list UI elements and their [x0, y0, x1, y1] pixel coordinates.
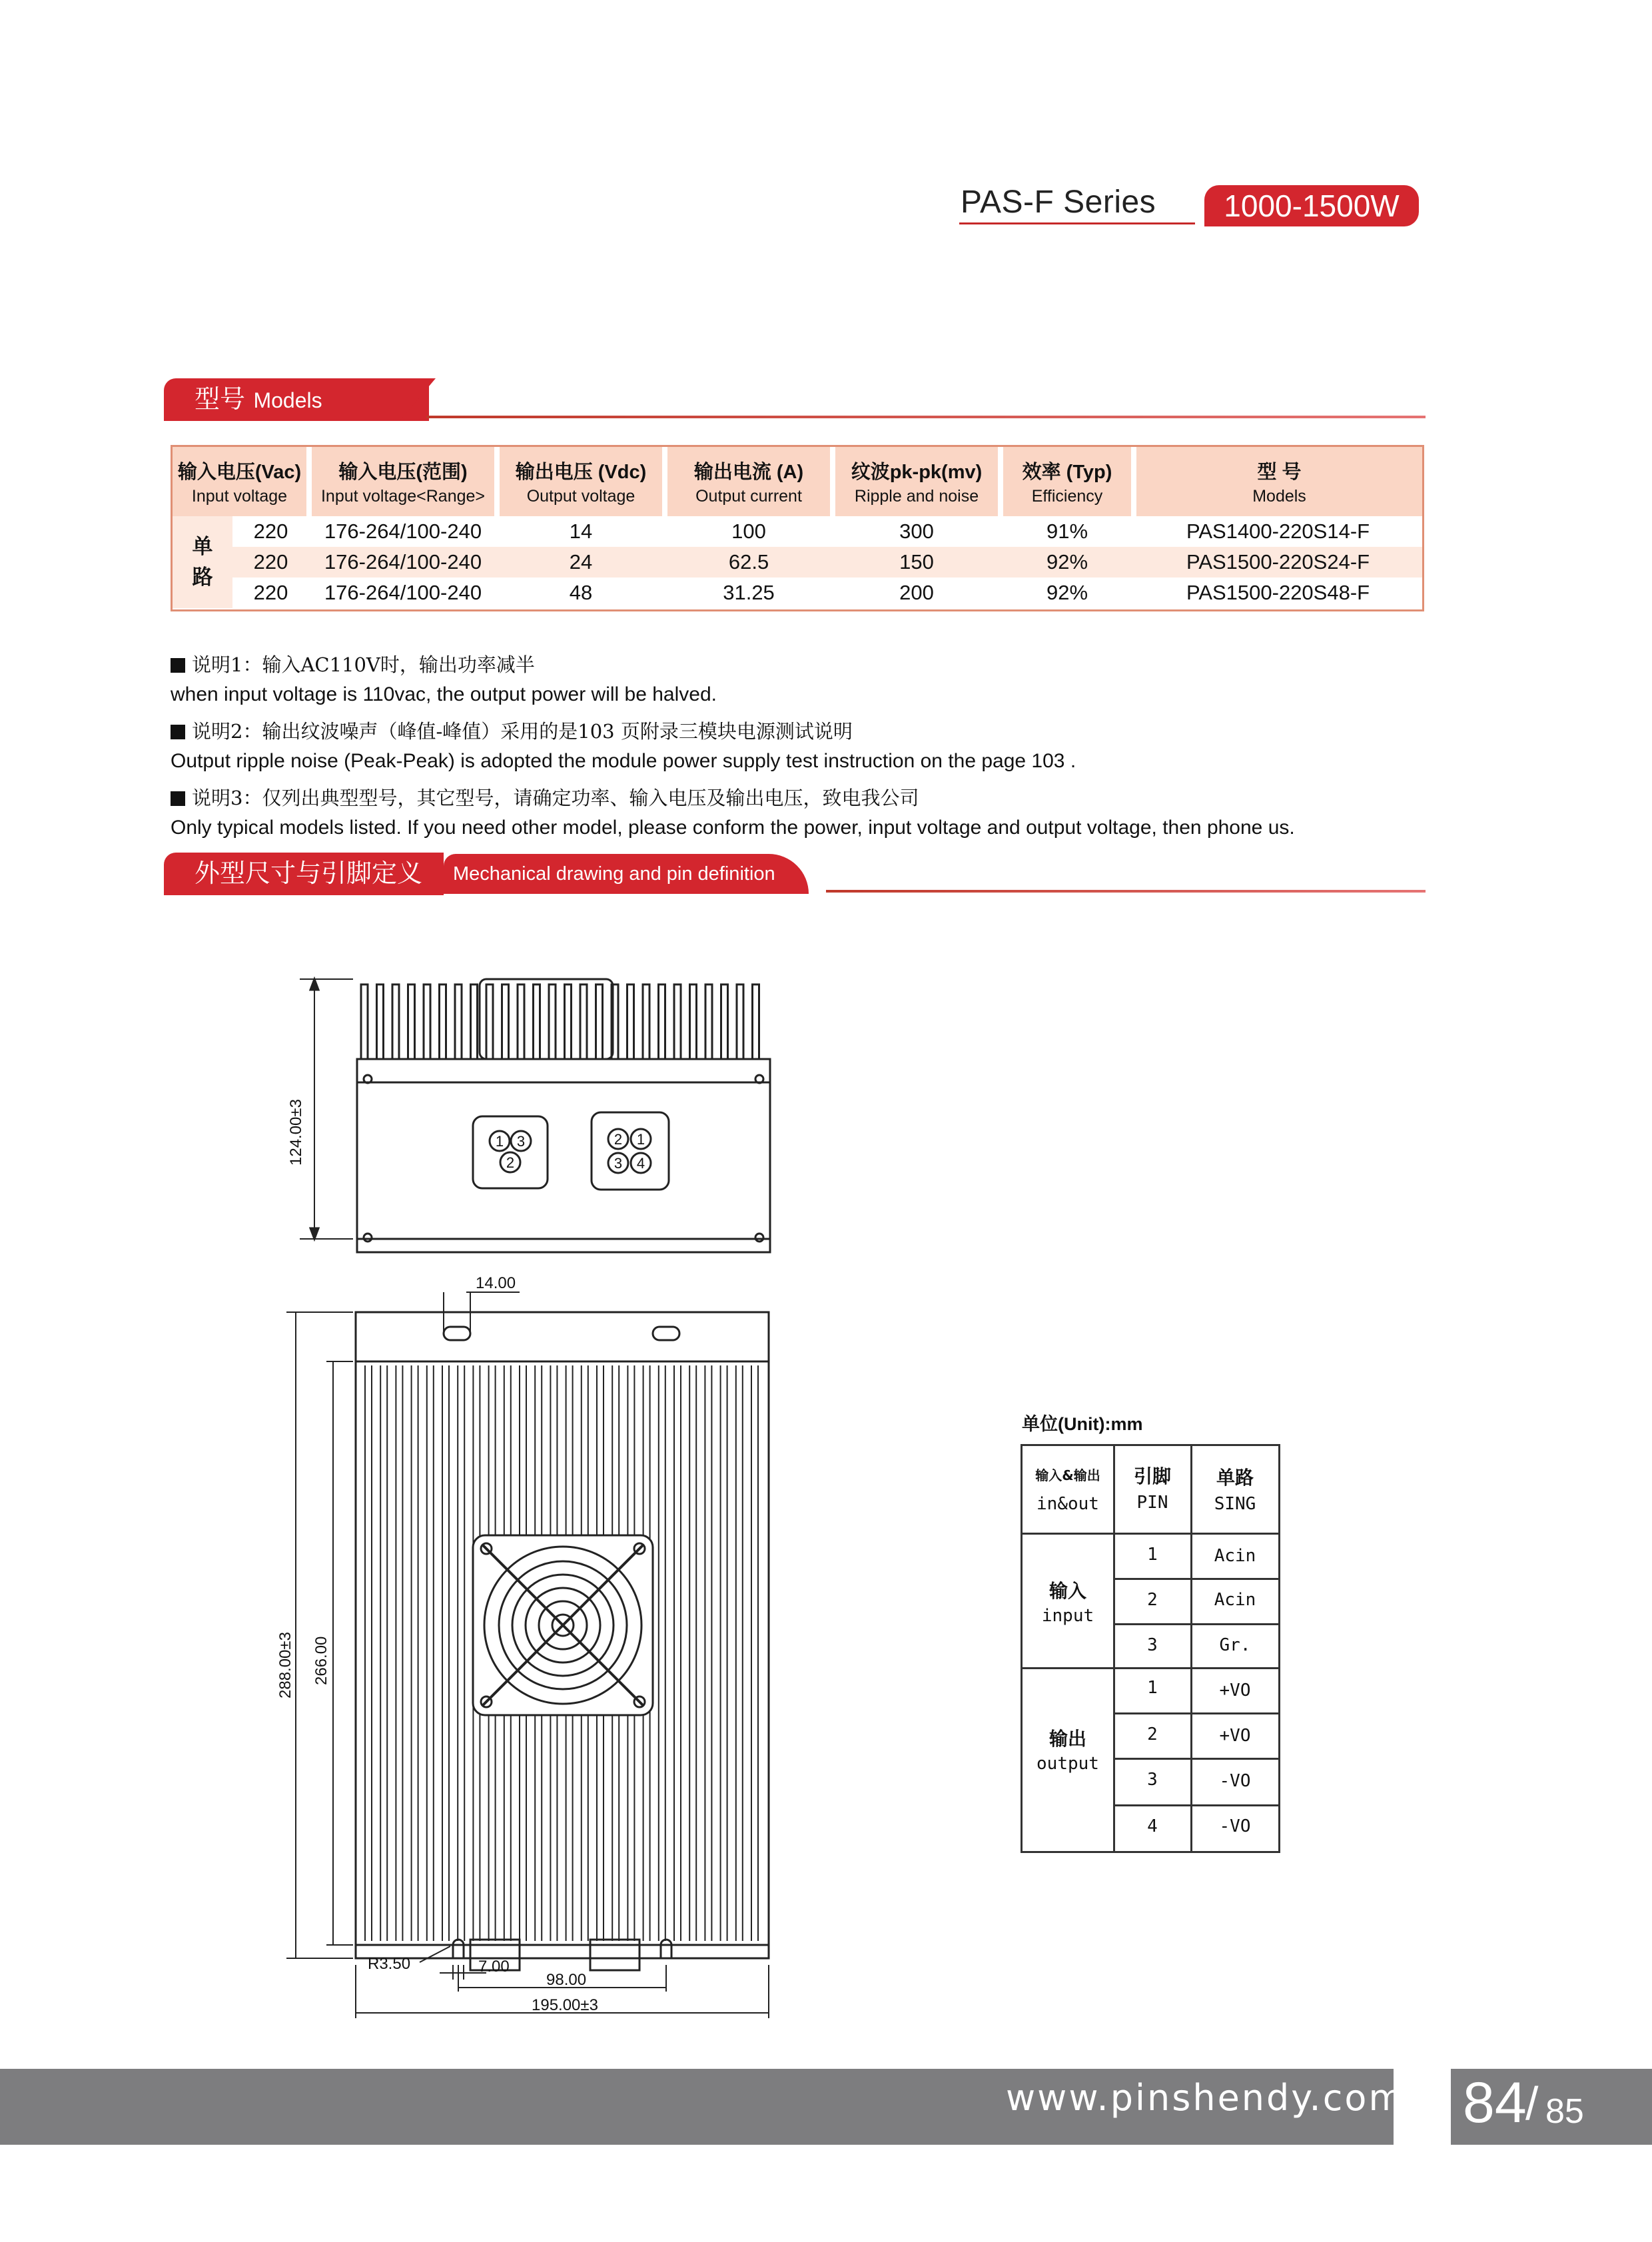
fin	[565, 984, 572, 1059]
mechanical-section-tab: 外型尺寸与引脚定义	[164, 853, 444, 895]
power-range-badge: 1000-1500W	[1204, 185, 1419, 226]
overall-length-dimension-label: 288.00±3	[276, 1632, 294, 1698]
fin	[377, 984, 384, 1059]
pin-number: 1	[1147, 1545, 1158, 1565]
pin-label: 2	[506, 1154, 515, 1171]
cell-vout: 14	[497, 516, 665, 547]
header-sing-cn: 单路	[1216, 1467, 1254, 1489]
pin-number: 2	[1147, 1590, 1158, 1610]
fin	[705, 984, 712, 1059]
header-pin-en: PIN	[1136, 1493, 1168, 1513]
table-divider	[1023, 1667, 1278, 1669]
overall-width-dimension-label: 195.00±3	[532, 1996, 598, 2014]
fin	[455, 984, 462, 1059]
pin-signal: -VO	[1219, 1771, 1251, 1791]
models-section-rule	[426, 416, 1426, 418]
bullet-square-icon	[171, 658, 185, 673]
header-sing-en: SING	[1214, 1494, 1256, 1514]
group-input-en: input	[1041, 1606, 1094, 1626]
pin-signal: Acin	[1214, 1546, 1256, 1566]
models-section-title-en: Models	[253, 388, 322, 412]
cell-ripple: 300	[833, 516, 1001, 547]
note-3-cn: 说明3：仅列出典型型号，其它型号，请确定功率、输入电压及输出电压，致电我公司	[171, 783, 919, 811]
table-divider	[1023, 1533, 1278, 1535]
unit-label: 单位(Unit):mm	[1022, 1414, 1143, 1434]
radius-dimension-label: R3.50	[368, 1955, 411, 1973]
pin-signal: Gr.	[1219, 1635, 1251, 1655]
table-divider	[1113, 1712, 1278, 1714]
fin	[580, 984, 587, 1059]
table-divider	[1113, 1623, 1278, 1625]
cell-vin: 220	[232, 577, 309, 608]
height-dimension-label: 124.00±3	[287, 1099, 305, 1166]
cell-model: PAS1500-220S24-F	[1134, 547, 1422, 577]
cell-range: 176-264/100-240	[309, 516, 497, 547]
note-3-en: Only typical models listed. If you need other model, please conform the power, input voltage and output voltage, then phone us.	[171, 817, 1295, 839]
header-ripple: 纹波pk-pk(mv) Ripple and noise	[833, 447, 1001, 516]
table-row	[173, 547, 1422, 577]
fin	[596, 984, 603, 1059]
header-input-range: 输入电压(范围) Input voltage<Range>	[309, 447, 497, 516]
fin	[549, 984, 556, 1059]
cell-ripple: 150	[833, 547, 1001, 577]
fin	[408, 984, 415, 1059]
models-section-title-cn: 型号	[195, 386, 246, 414]
pin-signal: -VO	[1219, 1816, 1251, 1836]
group-output-cn: 输出	[1048, 1728, 1086, 1750]
group-input-cn: 输入	[1048, 1580, 1086, 1602]
fin	[486, 984, 493, 1059]
pin-label: 3	[516, 1133, 526, 1150]
header-input-voltage: 输入电压(Vac) Input voltage	[173, 447, 309, 516]
pin-number: 1	[1147, 1678, 1158, 1698]
cell-eff: 92%	[1001, 547, 1134, 577]
inner-length-dimension-label: 266.00	[312, 1636, 330, 1685]
pin-number: 2	[1147, 1724, 1158, 1744]
connector-b-pins	[608, 1129, 651, 1173]
cell-ripple: 200	[833, 577, 1001, 608]
pin-signal: Acin	[1214, 1590, 1256, 1610]
fin	[690, 984, 697, 1059]
pin-label: 3	[614, 1155, 623, 1172]
top-view-drawing	[266, 1272, 813, 2025]
cell-vout: 48	[497, 577, 665, 608]
cell-vin: 220	[232, 516, 309, 547]
slot-offset-dimension-label: 14.00	[476, 1274, 516, 1292]
series-title: PAS-F Series	[961, 185, 1156, 220]
header-pin-cn: 引脚	[1133, 1465, 1171, 1487]
pin-signal: +VO	[1219, 1681, 1251, 1700]
header-io-en: in&out	[1036, 1494, 1099, 1514]
header-output-voltage: 输出电压 (Vdc) Output voltage	[497, 447, 665, 516]
pin-label: 4	[636, 1155, 645, 1172]
fin	[721, 984, 728, 1059]
note-1-en: when input voltage is 110vac, the output power will be halved.	[171, 683, 717, 705]
header-efficiency: 效率 (Typ) Efficiency	[1001, 447, 1134, 516]
fin	[627, 984, 634, 1059]
pin-label: 2	[614, 1131, 623, 1148]
cell-iout: 62.5	[665, 547, 833, 577]
cell-model: PAS1400-220S14-F	[1134, 516, 1422, 547]
series-underline	[959, 222, 1195, 224]
fin	[659, 984, 665, 1059]
models-section-tab-tail	[400, 378, 436, 421]
note-1-cn: 说明1：输入AC110V时，输出功率减半	[171, 650, 535, 677]
mechanical-section-rule	[826, 890, 1426, 893]
pin-label: 1	[636, 1131, 645, 1148]
fin	[471, 984, 478, 1059]
cell-model: PAS1500-220S48-F	[1134, 577, 1422, 608]
single-output-type-cell: 单 路	[173, 516, 232, 608]
fin	[440, 984, 446, 1059]
pin-number: 4	[1147, 1816, 1158, 1836]
fin	[643, 984, 649, 1059]
models-table	[171, 445, 1424, 611]
table-row	[173, 516, 1422, 547]
table-divider	[1113, 1578, 1278, 1580]
mechanical-section-title-en: Mechanical drawing and pin definition	[444, 854, 809, 894]
cell-iout: 31.25	[665, 577, 833, 608]
pin-number: 3	[1147, 1770, 1158, 1790]
note-2-cn: 说明2：输出纹波噪声（峰值-峰值）采用的是103 页附录三模块电源测试说明	[171, 717, 853, 744]
page-current: 84	[1463, 2071, 1527, 2135]
header-output-current: 输出电流 (A) Output current	[665, 447, 833, 516]
table-divider	[1113, 1804, 1278, 1806]
group-output-en: output	[1036, 1754, 1099, 1774]
cell-eff: 91%	[1001, 516, 1134, 547]
fin	[361, 984, 368, 1059]
connector-a-pins	[490, 1131, 531, 1172]
footer-url[interactable]: www.pinshendy.com	[1006, 2077, 1406, 2119]
bullet-square-icon	[171, 725, 185, 739]
slot-pitch-dimension-label: 98.00	[546, 1971, 587, 1989]
cell-iout: 100	[665, 516, 833, 547]
fin	[674, 984, 681, 1059]
fin	[737, 984, 743, 1059]
fin	[534, 984, 540, 1059]
header-io-cn: 输入&输出	[1035, 1467, 1100, 1483]
cell-vin: 220	[232, 547, 309, 577]
page-total: 85	[1545, 2092, 1584, 2131]
pin-definition-table	[1021, 1444, 1280, 1853]
fin	[502, 984, 509, 1059]
models-section-tab	[164, 378, 429, 421]
fin	[753, 984, 759, 1059]
side-view-drawing	[280, 966, 813, 1272]
pin-signal: +VO	[1219, 1726, 1251, 1746]
cell-vout: 24	[497, 547, 665, 577]
table-row	[173, 577, 1422, 608]
fin	[518, 984, 524, 1059]
slot-width-dimension-label: 7.00	[478, 1958, 510, 1976]
page-separator: /	[1525, 2077, 1539, 2129]
bullet-square-icon	[171, 791, 185, 806]
note-2-en: Output ripple noise (Peak-Peak) is adopted the module power supply test instruction on the page 103 .	[171, 750, 1076, 772]
table-divider	[1113, 1758, 1278, 1760]
cell-range: 176-264/100-240	[309, 547, 497, 577]
fin	[424, 984, 430, 1059]
fin	[392, 984, 399, 1059]
cell-range: 176-264/100-240	[309, 577, 497, 608]
header-model: 型 号 Models	[1134, 447, 1422, 516]
cell-eff: 92%	[1001, 577, 1134, 608]
pin-number: 3	[1147, 1635, 1158, 1655]
pin-label: 1	[495, 1133, 504, 1150]
heatsink-fins	[361, 984, 759, 1059]
